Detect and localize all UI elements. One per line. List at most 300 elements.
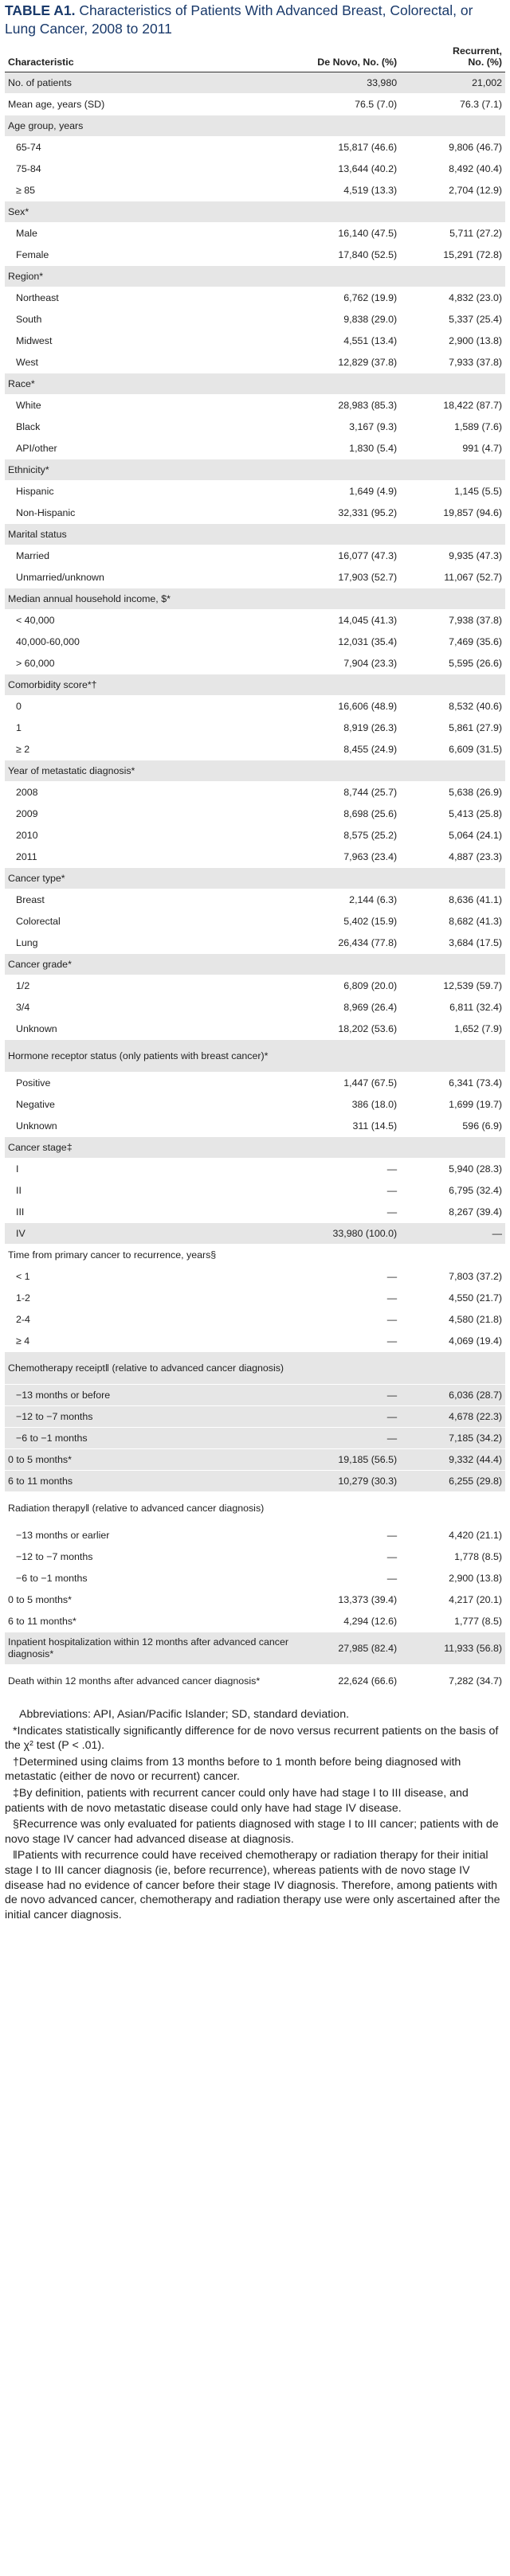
row-recurrent: 1,145 (5.5)	[400, 481, 505, 502]
table-row	[5, 1352, 505, 1385]
footnote: *Indicates statistically significantly difference for de novo versus recurrent patients on the basis of the χ² test (P < .01).	[5, 1724, 499, 1753]
table-body	[5, 72, 505, 1698]
row-label: Chemotherapy receipt‖ (relative to advanced cancer diagnosis)	[5, 1352, 295, 1385]
row-de-novo: 6,809 (20.0)	[295, 975, 400, 997]
row-recurrent: 6,811 (32.4)	[400, 997, 505, 1018]
table-row	[5, 1309, 505, 1331]
row-de-novo: 8,919 (26.3)	[295, 717, 400, 739]
row-label: Hispanic	[5, 481, 295, 502]
row-label: Time from primary cancer to recurrence, years§	[5, 1245, 295, 1266]
row-de-novo: 5,402 (15.9)	[295, 911, 400, 932]
table-row	[5, 1611, 505, 1632]
row-label: II	[5, 1180, 295, 1202]
table-row	[5, 244, 505, 266]
row-label: Death within 12 months after advanced cancer diagnosis*	[5, 1665, 295, 1698]
header-de-novo: De Novo, No. (%)	[295, 43, 400, 72]
row-recurrent: 4,550 (21.7)	[400, 1288, 505, 1309]
row-de-novo: 16,077 (47.3)	[295, 545, 400, 567]
row-label: 0 to 5 months*	[5, 1449, 295, 1471]
table-row	[5, 459, 505, 481]
row-recurrent: 1,777 (8.5)	[400, 1611, 505, 1632]
row-recurrent: 8,636 (41.1)	[400, 889, 505, 911]
table-row	[5, 1525, 505, 1546]
row-recurrent: 15,291 (72.8)	[400, 244, 505, 266]
table-row	[5, 72, 505, 94]
row-label: Hormone receptor status (only patients with breast cancer)*	[5, 1040, 295, 1073]
row-recurrent: 7,282 (34.7)	[400, 1665, 505, 1698]
table-row	[5, 846, 505, 868]
row-de-novo	[295, 674, 400, 696]
row-de-novo: 8,698 (25.6)	[295, 803, 400, 825]
row-recurrent: 11,067 (52.7)	[400, 567, 505, 588]
table-row	[5, 223, 505, 244]
row-de-novo: 32,331 (95.2)	[295, 502, 400, 524]
table-row	[5, 115, 505, 137]
row-recurrent: 6,036 (28.7)	[400, 1385, 505, 1406]
row-label: Region*	[5, 266, 295, 287]
row-de-novo: —	[295, 1159, 400, 1180]
row-de-novo: —	[295, 1385, 400, 1406]
table-row	[5, 760, 505, 782]
row-label: Unknown	[5, 1116, 295, 1137]
row-de-novo: —	[295, 1266, 400, 1288]
row-de-novo: 4,294 (12.6)	[295, 1611, 400, 1632]
row-label: Male	[5, 223, 295, 244]
table-row	[5, 1492, 505, 1525]
header-recurrent-line2: No. (%)	[468, 57, 502, 68]
row-recurrent: 6,795 (32.4)	[400, 1180, 505, 1202]
row-label: Positive	[5, 1073, 295, 1094]
row-recurrent	[400, 201, 505, 223]
row-label: Mean age, years (SD)	[5, 94, 295, 115]
row-de-novo: 16,606 (48.9)	[295, 696, 400, 717]
row-de-novo: 26,434 (77.8)	[295, 932, 400, 954]
table-row	[5, 954, 505, 975]
table-row	[5, 180, 505, 201]
row-de-novo: 8,969 (26.4)	[295, 997, 400, 1018]
row-de-novo: 22,624 (66.6)	[295, 1665, 400, 1698]
table-row	[5, 1094, 505, 1116]
characteristics-table	[5, 43, 505, 1698]
table-row	[5, 1073, 505, 1094]
table-row	[5, 567, 505, 588]
row-label: ≥ 4	[5, 1331, 295, 1352]
row-de-novo: —	[295, 1180, 400, 1202]
row-label: Radiation therapy‖ (relative to advanced cancer diagnosis)	[5, 1492, 295, 1525]
table-row	[5, 1331, 505, 1352]
table-row	[5, 997, 505, 1018]
row-label: Ethnicity*	[5, 459, 295, 481]
row-label: Age group, years	[5, 115, 295, 137]
table-row	[5, 674, 505, 696]
row-de-novo: 14,045 (41.3)	[295, 610, 400, 631]
row-label: −6 to −1 months	[5, 1428, 295, 1449]
row-recurrent	[400, 1137, 505, 1159]
row-de-novo: 1,649 (4.9)	[295, 481, 400, 502]
table-row	[5, 352, 505, 373]
row-label: ≥ 2	[5, 739, 295, 760]
row-label: Non-Hispanic	[5, 502, 295, 524]
row-label: Northeast	[5, 287, 295, 309]
row-label: Unmarried/unknown	[5, 567, 295, 588]
row-recurrent	[400, 115, 505, 137]
table-row	[5, 1406, 505, 1428]
row-label: 2010	[5, 825, 295, 846]
row-recurrent: 8,492 (40.4)	[400, 158, 505, 180]
header-characteristic: Characteristic	[5, 43, 295, 72]
row-recurrent: 2,704 (12.9)	[400, 180, 505, 201]
row-recurrent: 1,778 (8.5)	[400, 1546, 505, 1568]
table-row	[5, 416, 505, 438]
row-de-novo	[295, 588, 400, 610]
table-row	[5, 653, 505, 674]
row-recurrent: 5,711 (27.2)	[400, 223, 505, 244]
row-recurrent: 7,803 (37.2)	[400, 1266, 505, 1288]
table-row	[5, 610, 505, 631]
row-de-novo: 15,817 (46.6)	[295, 137, 400, 158]
row-label: 2-4	[5, 1309, 295, 1331]
row-recurrent: 6,609 (31.5)	[400, 739, 505, 760]
table-row	[5, 1159, 505, 1180]
row-recurrent	[400, 524, 505, 545]
header-recurrent	[400, 43, 505, 72]
row-de-novo	[295, 1492, 400, 1525]
footnote: §Recurrence was only evaluated for patients diagnosed with stage I to III cancer; patients with de novo stage IV cancer had advanced disease at diagnosis.	[5, 1818, 499, 1846]
row-label: −12 to −7 months	[5, 1546, 295, 1568]
row-label: 1/2	[5, 975, 295, 997]
table-row	[5, 158, 505, 180]
row-de-novo: —	[295, 1568, 400, 1589]
row-label: I	[5, 1159, 295, 1180]
row-de-novo: 76.5 (7.0)	[295, 94, 400, 115]
row-de-novo: 311 (14.5)	[295, 1116, 400, 1137]
row-recurrent: 5,413 (25.8)	[400, 803, 505, 825]
row-de-novo: 7,904 (23.3)	[295, 653, 400, 674]
row-recurrent: 4,580 (21.8)	[400, 1309, 505, 1331]
row-label: Inpatient hospitalization within 12 months after advanced cancer diagnosis*	[5, 1632, 295, 1665]
table-row	[5, 889, 505, 911]
row-label: 65-74	[5, 137, 295, 158]
table-row	[5, 803, 505, 825]
row-recurrent: 596 (6.9)	[400, 1116, 505, 1137]
row-recurrent: 6,341 (73.4)	[400, 1073, 505, 1094]
row-recurrent: 7,933 (37.8)	[400, 352, 505, 373]
table-row	[5, 1018, 505, 1040]
row-label: Midwest	[5, 330, 295, 352]
row-de-novo: 33,980	[295, 72, 400, 94]
row-de-novo: —	[295, 1525, 400, 1546]
row-de-novo	[295, 1352, 400, 1385]
row-recurrent: 5,337 (25.4)	[400, 309, 505, 330]
row-label: Comorbidity score*†	[5, 674, 295, 696]
row-label: Black	[5, 416, 295, 438]
row-label: No. of patients	[5, 72, 295, 94]
row-label: Lung	[5, 932, 295, 954]
row-label: −6 to −1 months	[5, 1568, 295, 1589]
table-row	[5, 911, 505, 932]
table-title	[5, 0, 505, 43]
row-label: 2008	[5, 782, 295, 803]
row-de-novo	[295, 760, 400, 782]
row-recurrent: 9,935 (47.3)	[400, 545, 505, 567]
row-de-novo: 27,985 (82.4)	[295, 1632, 400, 1665]
row-recurrent: 4,420 (21.1)	[400, 1525, 505, 1546]
table-row	[5, 1180, 505, 1202]
row-de-novo: 1,830 (5.4)	[295, 438, 400, 459]
row-recurrent: 991 (4.7)	[400, 438, 505, 459]
row-recurrent	[400, 1245, 505, 1266]
row-de-novo: 8,744 (25.7)	[295, 782, 400, 803]
row-label: South	[5, 309, 295, 330]
row-label: Breast	[5, 889, 295, 911]
row-recurrent: 4,069 (19.4)	[400, 1331, 505, 1352]
table-row	[5, 481, 505, 502]
row-de-novo: —	[295, 1202, 400, 1223]
row-recurrent: 5,638 (26.9)	[400, 782, 505, 803]
row-label: 3/4	[5, 997, 295, 1018]
footnotes	[5, 1698, 505, 1922]
table-row	[5, 1665, 505, 1698]
row-de-novo: —	[295, 1331, 400, 1352]
row-de-novo: —	[295, 1288, 400, 1309]
row-label: < 1	[5, 1266, 295, 1288]
row-recurrent: 3,684 (17.5)	[400, 932, 505, 954]
row-label: 40,000-60,000	[5, 631, 295, 653]
row-label: Sex*	[5, 201, 295, 223]
row-recurrent	[400, 1492, 505, 1525]
row-recurrent	[400, 1040, 505, 1073]
table-label: TABLE A1.	[5, 2, 76, 18]
row-label: 2009	[5, 803, 295, 825]
row-recurrent: 7,185 (34.2)	[400, 1428, 505, 1449]
row-recurrent	[400, 674, 505, 696]
footnote: ‡By definition, patients with recurrent cancer could only have had stage I to III disease, and patients with de novo metastatic disease could only have had stage IV disease.	[5, 1786, 469, 1815]
table-row	[5, 1632, 505, 1665]
row-de-novo	[295, 954, 400, 975]
row-de-novo	[295, 1137, 400, 1159]
row-recurrent: —	[400, 1223, 505, 1245]
row-de-novo: —	[295, 1546, 400, 1568]
table-row	[5, 1471, 505, 1492]
row-recurrent: 1,652 (7.9)	[400, 1018, 505, 1040]
row-label: 1-2	[5, 1288, 295, 1309]
table-row	[5, 1223, 505, 1245]
row-label: API/other	[5, 438, 295, 459]
row-de-novo	[295, 201, 400, 223]
row-de-novo: 9,838 (29.0)	[295, 309, 400, 330]
row-de-novo: 8,455 (24.9)	[295, 739, 400, 760]
row-recurrent: 2,900 (13.8)	[400, 330, 505, 352]
table-row	[5, 502, 505, 524]
table-row	[5, 696, 505, 717]
row-recurrent: 4,217 (20.1)	[400, 1589, 505, 1611]
row-label: Cancer type*	[5, 868, 295, 889]
table-row	[5, 1245, 505, 1266]
row-label: 75-84	[5, 158, 295, 180]
row-de-novo: 17,840 (52.5)	[295, 244, 400, 266]
row-label: > 60,000	[5, 653, 295, 674]
row-de-novo: 4,551 (13.4)	[295, 330, 400, 352]
row-de-novo: 1,447 (67.5)	[295, 1073, 400, 1094]
row-recurrent: 9,332 (44.4)	[400, 1449, 505, 1471]
row-recurrent: 7,938 (37.8)	[400, 610, 505, 631]
row-de-novo: 4,519 (13.3)	[295, 180, 400, 201]
row-label: ≥ 85	[5, 180, 295, 201]
row-label: West	[5, 352, 295, 373]
row-de-novo: 3,167 (9.3)	[295, 416, 400, 438]
row-label: IV	[5, 1223, 295, 1245]
row-de-novo	[295, 868, 400, 889]
row-de-novo: 18,202 (53.6)	[295, 1018, 400, 1040]
row-de-novo	[295, 115, 400, 137]
row-recurrent: 7,469 (35.6)	[400, 631, 505, 653]
row-recurrent: 5,064 (24.1)	[400, 825, 505, 846]
table-row	[5, 1288, 505, 1309]
row-label: 1	[5, 717, 295, 739]
table-row	[5, 975, 505, 997]
row-de-novo: 2,144 (6.3)	[295, 889, 400, 911]
table-row	[5, 1116, 505, 1137]
row-recurrent	[400, 373, 505, 395]
table-row	[5, 1137, 505, 1159]
row-de-novo: —	[295, 1406, 400, 1428]
table-row	[5, 309, 505, 330]
row-recurrent: 11,933 (56.8)	[400, 1632, 505, 1665]
row-de-novo: 17,903 (52.7)	[295, 567, 400, 588]
row-label: −13 months or earlier	[5, 1525, 295, 1546]
row-recurrent	[400, 954, 505, 975]
row-recurrent: 18,422 (87.7)	[400, 395, 505, 416]
row-label: Married	[5, 545, 295, 567]
row-de-novo: 10,279 (30.3)	[295, 1471, 400, 1492]
row-de-novo	[295, 1040, 400, 1073]
table-row	[5, 717, 505, 739]
table-row	[5, 1568, 505, 1589]
row-recurrent: 2,900 (13.8)	[400, 1568, 505, 1589]
row-de-novo: 386 (18.0)	[295, 1094, 400, 1116]
row-de-novo: —	[295, 1309, 400, 1331]
row-label: III	[5, 1202, 295, 1223]
row-de-novo	[295, 266, 400, 287]
table-row	[5, 1040, 505, 1073]
footnote: Abbreviations: API, Asian/Pacific Islander; SD, standard deviation.	[19, 1708, 350, 1721]
row-de-novo: 13,373 (39.4)	[295, 1589, 400, 1611]
table-row	[5, 1266, 505, 1288]
table-row	[5, 266, 505, 287]
row-recurrent: 4,678 (22.3)	[400, 1406, 505, 1428]
row-recurrent	[400, 266, 505, 287]
table-row	[5, 932, 505, 954]
row-de-novo: 12,031 (35.4)	[295, 631, 400, 653]
row-de-novo: 16,140 (47.5)	[295, 223, 400, 244]
table-row	[5, 545, 505, 567]
table-row	[5, 782, 505, 803]
row-de-novo: 6,762 (19.9)	[295, 287, 400, 309]
table-row	[5, 631, 505, 653]
table-row	[5, 868, 505, 889]
row-recurrent	[400, 459, 505, 481]
table-row	[5, 395, 505, 416]
row-de-novo: 33,980 (100.0)	[295, 1223, 400, 1245]
row-de-novo: 12,829 (37.8)	[295, 352, 400, 373]
row-label: Cancer stage‡	[5, 1137, 295, 1159]
row-recurrent: 4,887 (23.3)	[400, 846, 505, 868]
row-label: Female	[5, 244, 295, 266]
table-row	[5, 1449, 505, 1471]
row-recurrent: 21,002	[400, 72, 505, 94]
row-recurrent: 1,699 (19.7)	[400, 1094, 505, 1116]
table-row	[5, 588, 505, 610]
table-row	[5, 1202, 505, 1223]
table-row	[5, 137, 505, 158]
table-row	[5, 1428, 505, 1449]
table-row	[5, 1546, 505, 1568]
table-row	[5, 94, 505, 115]
table-title-text: Characteristics of Patients With Advanced Breast, Colorectal, or Lung Cancer, 2008 to 2011	[5, 2, 473, 37]
row-de-novo	[295, 459, 400, 481]
row-recurrent: 8,532 (40.6)	[400, 696, 505, 717]
table-row	[5, 739, 505, 760]
row-de-novo: —	[295, 1428, 400, 1449]
row-de-novo: 13,644 (40.2)	[295, 158, 400, 180]
table-row	[5, 1385, 505, 1406]
row-label: 2011	[5, 846, 295, 868]
row-label: 6 to 11 months	[5, 1471, 295, 1492]
row-recurrent: 9,806 (46.7)	[400, 137, 505, 158]
table-row	[5, 1589, 505, 1611]
footnote: †Determined using claims from 13 months before to 1 month before being diagnosed with metastatic (either de novo or recurrent) cancer.	[5, 1755, 461, 1784]
table-row	[5, 201, 505, 223]
table-row	[5, 825, 505, 846]
row-label: Race*	[5, 373, 295, 395]
row-de-novo	[295, 524, 400, 545]
row-recurrent: 8,267 (39.4)	[400, 1202, 505, 1223]
row-de-novo: 28,983 (85.3)	[295, 395, 400, 416]
row-label: Negative	[5, 1094, 295, 1116]
table-row	[5, 287, 505, 309]
row-label: Median annual household income, $*	[5, 588, 295, 610]
row-recurrent: 6,255 (29.8)	[400, 1471, 505, 1492]
row-recurrent: 12,539 (59.7)	[400, 975, 505, 997]
row-label: 0	[5, 696, 295, 717]
header-recurrent-line1: Recurrent,	[453, 45, 502, 57]
row-label: Colorectal	[5, 911, 295, 932]
row-label: Cancer grade*	[5, 954, 295, 975]
row-label: White	[5, 395, 295, 416]
row-label: 0 to 5 months*	[5, 1589, 295, 1611]
row-de-novo: 7,963 (23.4)	[295, 846, 400, 868]
table-row	[5, 330, 505, 352]
row-label: 6 to 11 months*	[5, 1611, 295, 1632]
row-de-novo	[295, 1245, 400, 1266]
row-recurrent	[400, 760, 505, 782]
row-label: Marital status	[5, 524, 295, 545]
row-recurrent: 76.3 (7.1)	[400, 94, 505, 115]
row-recurrent	[400, 1352, 505, 1385]
table-row	[5, 373, 505, 395]
row-recurrent: 5,595 (26.6)	[400, 653, 505, 674]
row-recurrent: 1,589 (7.6)	[400, 416, 505, 438]
row-recurrent	[400, 868, 505, 889]
row-recurrent: 5,940 (28.3)	[400, 1159, 505, 1180]
table-row	[5, 524, 505, 545]
row-recurrent: 5,861 (27.9)	[400, 717, 505, 739]
row-recurrent: 4,832 (23.0)	[400, 287, 505, 309]
footnote: ‖Patients with recurrence could have received chemotherapy or radiation therapy for their initial stage I to III cancer diagnosis (ie, before recurrence), whereas patients with de novo stage IV disease had no evidence of cancer before their stage IV diagnosis. Therefore, among patients with de novo advanced cancer, chemotherapy and radiation therapy use were only ascertained after the initial cancer diagnosis.	[5, 1849, 500, 1921]
row-label: Unknown	[5, 1018, 295, 1040]
row-label: Year of metastatic diagnosis*	[5, 760, 295, 782]
header-row	[5, 43, 505, 72]
